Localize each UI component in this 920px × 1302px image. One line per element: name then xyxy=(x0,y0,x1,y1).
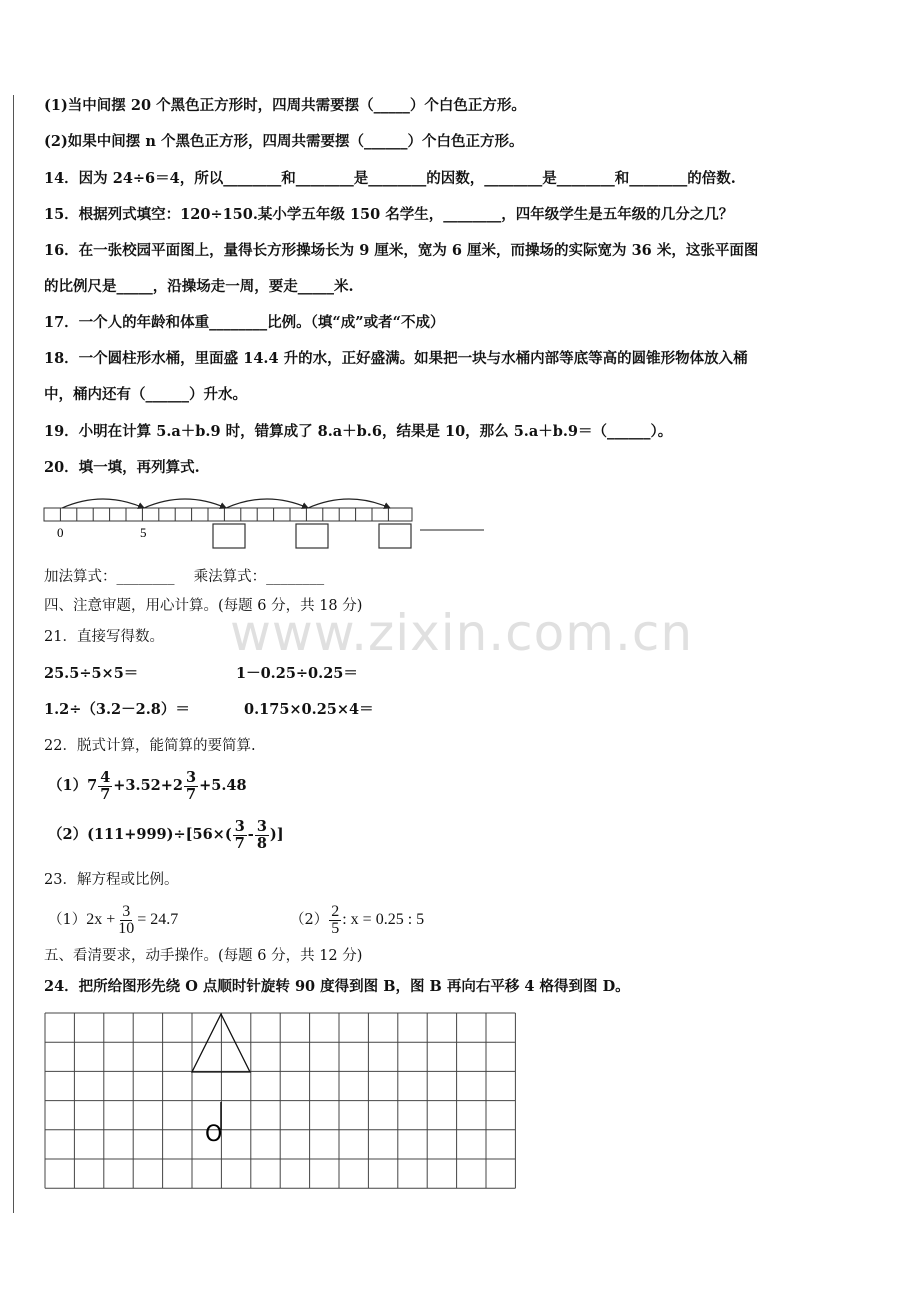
q23-e2-num: 2 xyxy=(331,902,340,920)
q23-e1-label: （1） xyxy=(48,912,87,928)
q22-e2-fraction1 xyxy=(233,819,247,852)
q22-expression-1 xyxy=(48,766,247,806)
question-20-title: 20．填一填，再列算式. xyxy=(44,459,200,476)
question-16-line2: 的比例尺是_____，沿操场走一周，要走_____米. xyxy=(44,278,354,295)
q13-part1: (1)当中间摆 20 个黑色正方形时，四周共需要摆（_____）个白色正方形。 xyxy=(44,97,526,114)
q23-e2-fraction xyxy=(329,904,341,937)
q23-e1-lhs: 2x + xyxy=(86,911,116,928)
q13-part2: (2)如果中间摆 n 个黑色正方形，四周共需要摆（______）个白色正方形。 xyxy=(44,133,524,150)
q22-expression-2 xyxy=(48,815,284,855)
section-4-heading: 四、注意审题，用心计算。(每题 6 分，共 18 分) xyxy=(44,598,363,614)
q22-e2-num1: 3 xyxy=(234,817,245,835)
q22-e2-end: )] xyxy=(269,826,284,843)
q23-e1-num: 3 xyxy=(122,902,131,920)
question-14: 14．因为 24÷6＝4，所以________和________是________的因数，________是________和________的倍数. xyxy=(44,170,736,187)
q22-e1-den1: 7 xyxy=(100,785,111,803)
question-24-title: 24．把所给图形先绕 O 点顺时针旋转 90 度得到图 B，图 B 再向右平移 4 格得到图 D。 xyxy=(44,978,630,995)
q22-e2-minus: - xyxy=(247,826,254,843)
q22-e1-label: （1） xyxy=(48,777,88,794)
q22-e1-mid: +3.52+2 xyxy=(113,777,183,794)
q23-e1-rhs: = 24.7 xyxy=(137,911,179,928)
number-line-figure xyxy=(40,486,490,550)
number-line-strip xyxy=(44,508,412,521)
question-22-title: 22．脱式计算，能简算的要简算. xyxy=(44,738,256,754)
question-15: 15．根据列式填空：120÷150.某小学五年级 150 名学生，________，四年级学生是五年级的几分之几？ xyxy=(44,206,734,223)
question-20-formulas: 加法算式：________ 乘法算式：________ xyxy=(44,569,325,585)
q21-expression-c: 1.2÷（3.2－2.8）＝ xyxy=(44,701,190,718)
q22-e1-fraction2 xyxy=(184,770,198,803)
q22-e1-num2: 3 xyxy=(186,768,197,786)
q21-expression-d: 0.175×0.25×4＝ xyxy=(244,701,374,718)
jump-arc-4 xyxy=(308,499,390,508)
tick-label-5: 5 xyxy=(140,525,147,540)
q23-equation-1 xyxy=(48,900,178,940)
answer-box-2[interactable] xyxy=(296,524,328,548)
answer-box-1[interactable] xyxy=(213,524,245,548)
q22-e2-num2: 3 xyxy=(256,817,267,835)
q23-equation-2 xyxy=(290,900,424,940)
question-21-title: 21．直接写得数。 xyxy=(44,629,164,645)
q22-e1-num1: 4 xyxy=(100,768,111,786)
number-line-ticks xyxy=(60,508,388,521)
q22-e1-fraction1 xyxy=(98,770,112,803)
q23-e1-fraction xyxy=(116,904,136,937)
q21-expression-b: 1－0.25÷0.25＝ xyxy=(236,665,358,682)
q22-e2-den2: 8 xyxy=(256,834,267,852)
question-16-line1: 16．在一张校园平面图上，量得长方形操场长为 9 厘米，宽为 6 厘米，而操场的实际宽为 36 米，这张平面图 xyxy=(44,242,759,259)
q22-e2-start: (111+999)÷[56×( xyxy=(87,826,232,843)
q23-e2-label: （2） xyxy=(290,912,329,928)
question-19: 19．小明在计算 5.a＋b.9 时，错算成了 8.a＋b.6，结果是 10，那么 5.a＋b.9＝（______）。 xyxy=(44,423,673,440)
question-17: 17．一个人的年龄和体重________比例。（填“成”或者“不成） xyxy=(44,314,445,331)
q22-e2-fraction2 xyxy=(255,819,269,852)
q23-e1-den: 10 xyxy=(118,919,135,937)
q21-expression-a: 25.5÷5×5＝ xyxy=(44,665,139,682)
question-18-line2: 中，桶内还有（______）升水。 xyxy=(44,386,247,403)
watermark: www.zixin.com.cn xyxy=(230,604,694,662)
tick-label-0: 0 xyxy=(57,525,64,540)
jump-arc-2 xyxy=(144,499,226,508)
q22-e2-den1: 7 xyxy=(234,834,245,852)
question-23-title: 23．解方程或比例。 xyxy=(44,872,179,888)
question-18-line1: 18．一个圆柱形水桶，里面盛 14.4 升的水，正好盛满。如果把一块与水桶内部等底等高的圆锥形物体放入桶 xyxy=(44,350,748,367)
q22-e1-whole1: 7 xyxy=(87,777,98,794)
margin-line xyxy=(13,95,14,1213)
q22-e2-label: （2） xyxy=(48,826,88,843)
jump-arc-3 xyxy=(226,499,308,508)
grid-lines xyxy=(45,1013,515,1188)
answer-box-3[interactable] xyxy=(379,524,411,548)
grid-figure xyxy=(44,1012,518,1190)
section-5-heading: 五、看清要求，动手操作。(每题 6 分，共 12 分) xyxy=(44,948,363,964)
q22-e1-end: +5.48 xyxy=(199,777,247,794)
q23-e2-den: 5 xyxy=(331,919,340,937)
q22-e1-den2: 7 xyxy=(186,785,197,803)
q23-e2-rhs: : x = 0.25 : 5 xyxy=(342,911,425,928)
jump-arc-1 xyxy=(62,499,144,508)
point-o-label: O xyxy=(205,1122,223,1147)
